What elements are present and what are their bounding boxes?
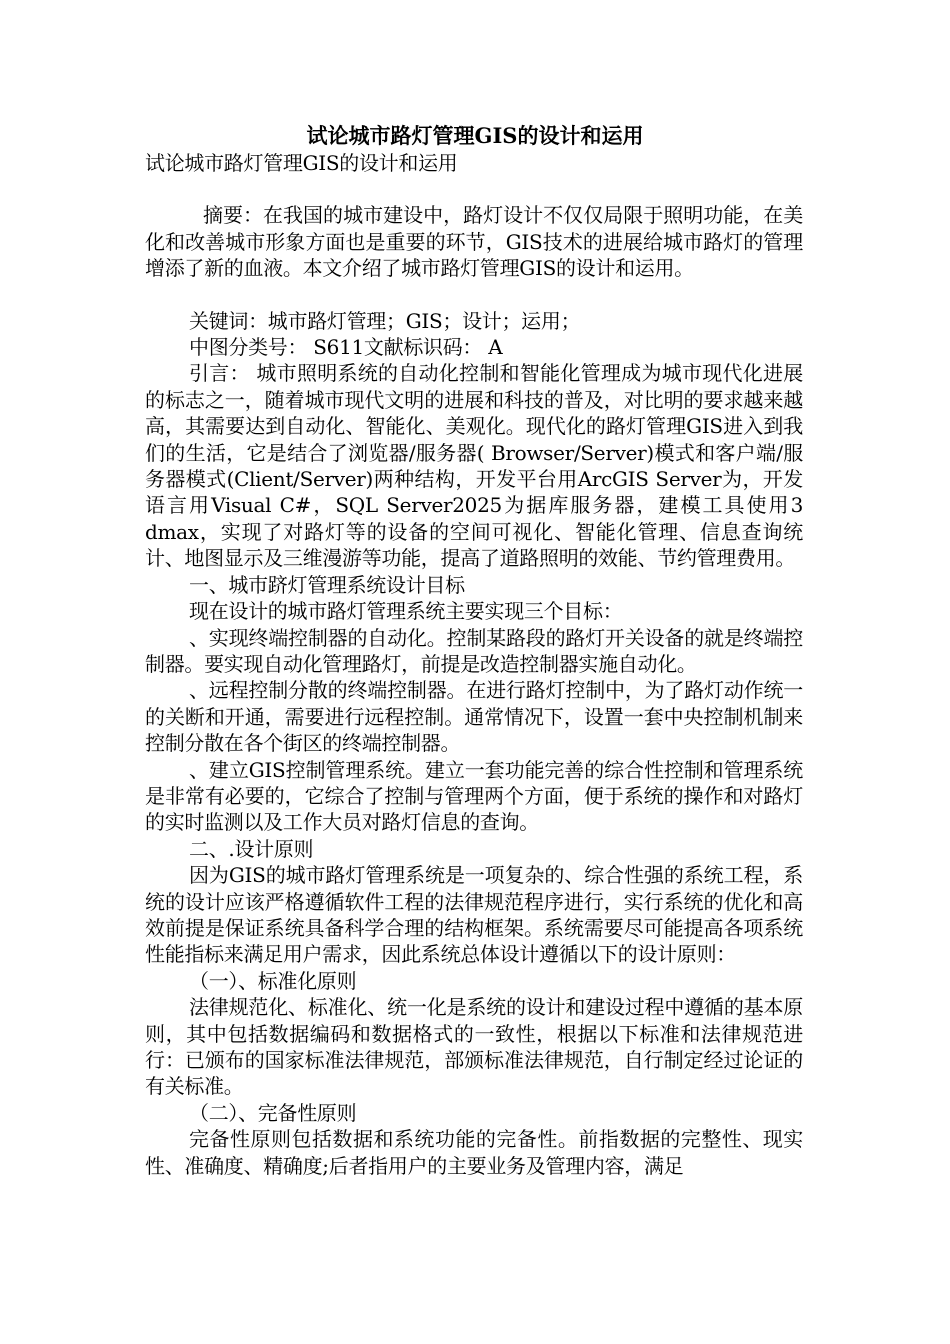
- section-1-heading: 一、城巿跻灯管理系统设计目标: [189, 572, 465, 597]
- intro-paragraph: 引言： 城市照明系统的自动化控制和智能化管理成为城市现代化进展的标志之一，随着城市现代文明的进展和科技的普及，对比明的要求越来越高，其需要达到自动化、智能化、美观化。现代化的路灯管理GIS进入到我们的生活，它是结合了浏览器/服务器( Browser/Server)模式和客户端/服务器模式(Client/Server)两种结构，开发平台用ArcGIS Server为，开发语言用Visual C#，SQL Server2025为据库服务器，建模工具使用3 dmax，实现了对路灯等的设备的空间可视化、智能化管理、信息查询统计、地图显示及三维漫游等功能，提高了道路照明的效能、节约管理费用。: [145, 361, 803, 571]
- classification-line: 中图分类号： S611文献标识码： A: [189, 335, 503, 360]
- section-1-item-1: 、实现终端控制器的自动化。控制某路段的路灯开关设备的就是终端控制器。要实现自动化管理路灯，前提是改造控制器实施自动化。: [145, 625, 803, 676]
- document-title: 试论城市路灯管理GIS的设计和运用: [306, 123, 644, 148]
- section-1-lead: 现在设计的城市路灯管理系统主要实现三个目标：: [189, 599, 623, 624]
- keywords-line: 关键词：城市路灯管理；GIS；设计；运用；: [189, 308, 581, 333]
- subsection-1-paragraph: 法律规范化、标准化、统一化是系统的设计和建设过程中遵循的基本原则，其中包括数据编码和数据格式的一致性，根据以下标准和法律规范进行：已颁布的国家标准法律规范，部颁标准法律规范，自行制定经过论证的有关标准。: [145, 995, 803, 1099]
- abstract-paragraph: 摘要：在我国的城市建设中，路灯设计不仅仅局限于照明功能，在美化和改善城市形象方面也是重要的环节，GIS技术的进展给城市路灯的管理增添了新的血液。本文介绍了城市路灯管理GIS的设计和运用。: [145, 203, 803, 281]
- section-1-item-2: 、远程控制分散的终端控制器。在进行路灯控制中，为了路灯动作统一的关断和开通，需要进行远程控制。通常情况下，设置一套中央控制机制来控制分散在各个街区的终端控制器。: [145, 678, 803, 756]
- subsection-2-paragraph: 完备性原则包括数据和系统功能的完备性。前指数据的完整性、现实性、准确度、精确度;后者指用户的主要业务及管理内容，满足: [145, 1127, 803, 1178]
- section-2-paragraph: 因为GIS的城市路灯管理系统是一项复杂的、综合性强的系统工程，系统的设计应该严格遵循软件工程的法律规范程序进行，实行系统的优化和高效前提是保证系统具备科学合理的结构框架。系统需要尽可能提高各项系统性能指标来满足用户需求，因此系统总体设计遵循以下的设计原则：: [145, 863, 803, 967]
- document-body: [145, 150, 803, 1179]
- subsection-1-heading: （一）、标准化原则: [189, 968, 357, 993]
- document-subtitle: 试论城市路灯管理GIS的设计和运用: [145, 151, 458, 175]
- section-2-heading: 二、.设计原则: [189, 836, 314, 861]
- section-1-item-3: 、建立GIS控制管理系统。建立一套功能完善的综合性控制和管理系统是非常有必要的，它综合了控制与管理两个方面，便于系统的操作和对路灯的实时监测以及工作大员对路灯信息的查询。: [145, 757, 803, 835]
- subsection-2-heading: （二）、完备性原则: [189, 1100, 357, 1125]
